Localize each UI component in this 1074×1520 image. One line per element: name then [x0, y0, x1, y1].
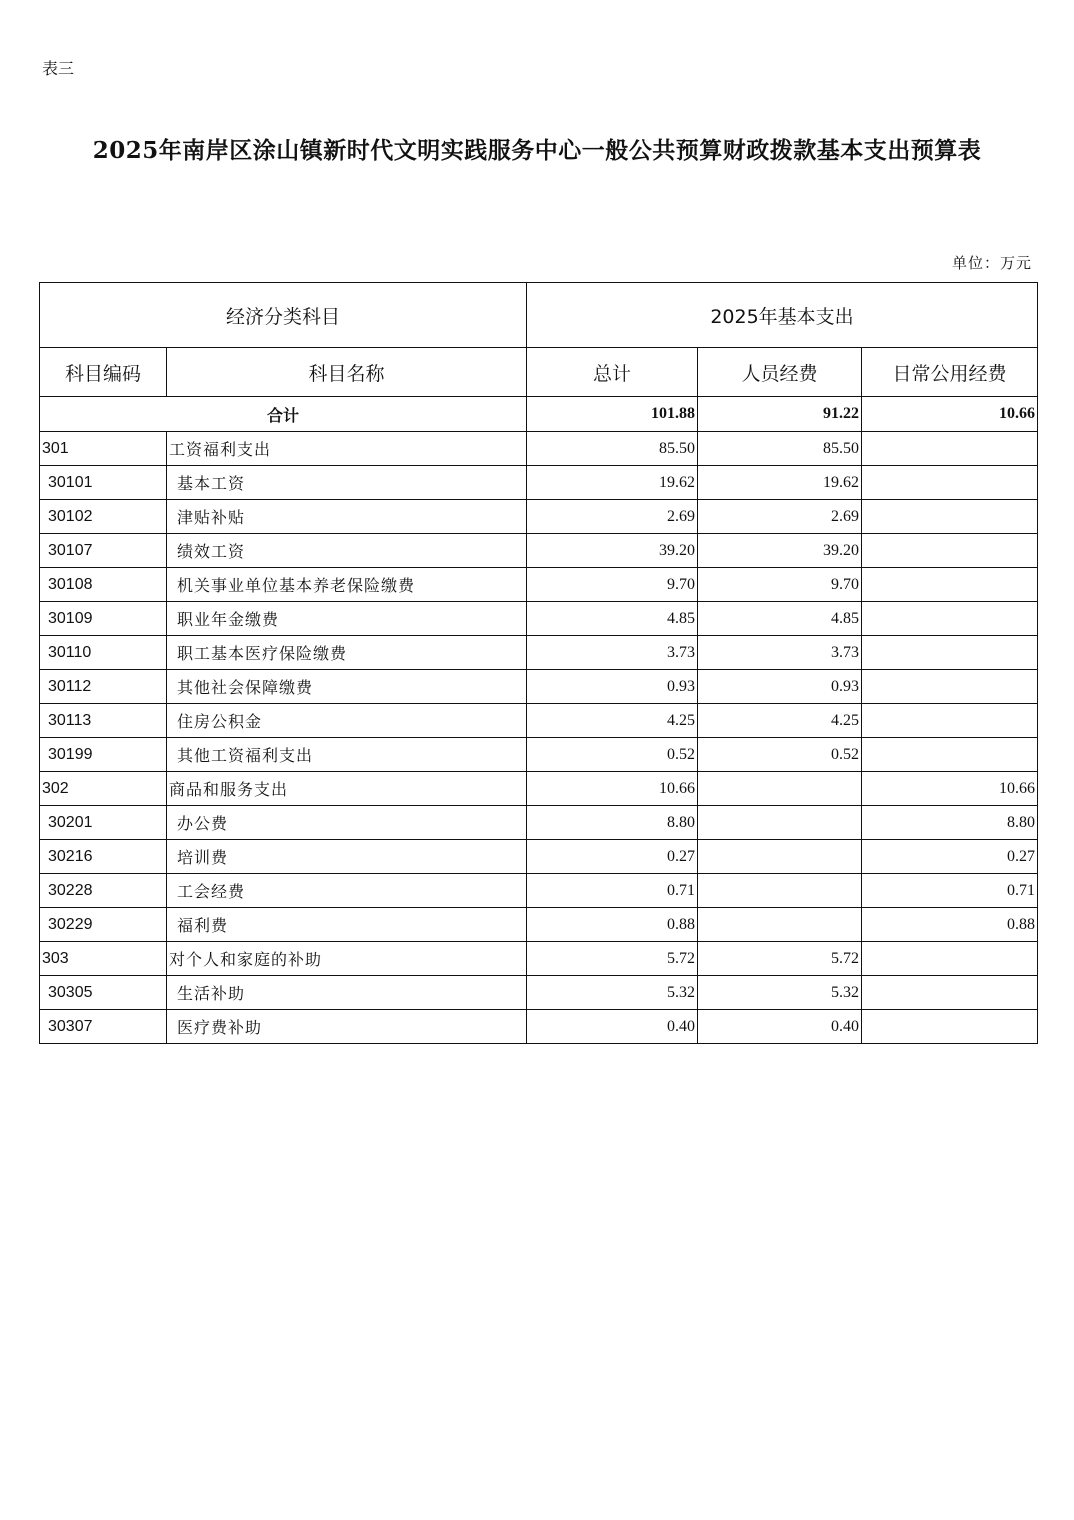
- header-economic-classification: 经济分类科目: [40, 283, 527, 348]
- row-total: 8.80: [527, 806, 698, 840]
- row-code: 30108: [40, 568, 167, 602]
- document-title: 2025年南岸区涂山镇新时代文明实践服务中心一般公共预算财政拨款基本支出预算表: [92, 137, 982, 164]
- row-total: 5.72: [527, 942, 698, 976]
- row-total: 0.93: [527, 670, 698, 704]
- row-code: 30216: [40, 840, 167, 874]
- row-total: 0.71: [527, 874, 698, 908]
- row-personnel: [698, 874, 862, 908]
- row-name: 福利费: [167, 908, 527, 942]
- table-row: [40, 976, 1038, 1010]
- table-row: [40, 636, 1038, 670]
- table-row: [40, 670, 1038, 704]
- row-code: 302: [40, 772, 167, 806]
- total-public: 10.66: [862, 397, 1038, 432]
- table-row: [40, 806, 1038, 840]
- row-total: 4.25: [527, 704, 698, 738]
- row-public: [862, 534, 1038, 568]
- row-personnel: 39.20: [698, 534, 862, 568]
- row-public: [862, 942, 1038, 976]
- row-code: 30228: [40, 874, 167, 908]
- row-code: 30109: [40, 602, 167, 636]
- row-name: 医疗费补助: [167, 1010, 527, 1044]
- row-name: 工会经费: [167, 874, 527, 908]
- table-row: [40, 704, 1038, 738]
- table-row: [40, 432, 1038, 466]
- table-number-label: 表三: [42, 59, 75, 78]
- row-code: 301: [40, 432, 167, 466]
- row-name: 办公费: [167, 806, 527, 840]
- row-public: 0.71: [862, 874, 1038, 908]
- row-name: 住房公积金: [167, 704, 527, 738]
- total-sum: 101.88: [527, 397, 698, 432]
- row-name: 津贴补贴: [167, 500, 527, 534]
- table-row: [40, 534, 1038, 568]
- header-public: 日常公用经费: [862, 348, 1038, 397]
- row-name: 职业年金缴费: [167, 602, 527, 636]
- row-code: 303: [40, 942, 167, 976]
- row-name: 基本工资: [167, 466, 527, 500]
- row-name: 机关事业单位基本养老保险缴费: [167, 568, 527, 602]
- row-code: 30305: [40, 976, 167, 1010]
- row-name: 其他社会保障缴费: [167, 670, 527, 704]
- row-personnel: 19.62: [698, 466, 862, 500]
- header-row-columns: [40, 348, 1038, 397]
- row-total: 4.85: [527, 602, 698, 636]
- header-basic-expenditure: 2025年基本支出: [527, 283, 1038, 348]
- budget-table: [39, 282, 1038, 1044]
- row-public: [862, 602, 1038, 636]
- row-total: 0.27: [527, 840, 698, 874]
- row-public: [862, 636, 1038, 670]
- unit-label: 单位：万元: [951, 254, 1032, 272]
- row-personnel: 0.52: [698, 738, 862, 772]
- table-row: [40, 466, 1038, 500]
- header-total: 总计: [527, 348, 698, 397]
- table-row: [40, 500, 1038, 534]
- row-total: 10.66: [527, 772, 698, 806]
- row-code: 30307: [40, 1010, 167, 1044]
- row-public: [862, 670, 1038, 704]
- row-code: 30110: [40, 636, 167, 670]
- row-total: 0.40: [527, 1010, 698, 1044]
- row-total: 39.20: [527, 534, 698, 568]
- row-personnel: 9.70: [698, 568, 862, 602]
- total-label: 合计: [40, 397, 527, 432]
- table-row: [40, 908, 1038, 942]
- row-public: 10.66: [862, 772, 1038, 806]
- row-name: 其他工资福利支出: [167, 738, 527, 772]
- header-name: 科目名称: [167, 348, 527, 397]
- row-public: [862, 704, 1038, 738]
- table-row: [40, 942, 1038, 976]
- row-personnel: [698, 806, 862, 840]
- row-personnel: 5.32: [698, 976, 862, 1010]
- total-row: [40, 397, 1038, 432]
- row-code: 30113: [40, 704, 167, 738]
- row-name: 职工基本医疗保险缴费: [167, 636, 527, 670]
- row-public: [862, 738, 1038, 772]
- row-public: [862, 466, 1038, 500]
- row-total: 5.32: [527, 976, 698, 1010]
- row-total: 2.69: [527, 500, 698, 534]
- table-row: [40, 738, 1038, 772]
- row-name: 对个人和家庭的补助: [167, 942, 527, 976]
- table-row: [40, 772, 1038, 806]
- row-public: [862, 500, 1038, 534]
- row-public: 0.27: [862, 840, 1038, 874]
- header-code: 科目编码: [40, 348, 167, 397]
- row-public: [862, 976, 1038, 1010]
- header-row-group: [40, 283, 1038, 348]
- row-personnel: [698, 840, 862, 874]
- row-public: [862, 568, 1038, 602]
- row-personnel: 2.69: [698, 500, 862, 534]
- header-personnel: 人员经费: [698, 348, 862, 397]
- row-code: 30107: [40, 534, 167, 568]
- row-code: 30229: [40, 908, 167, 942]
- total-personnel: 91.22: [698, 397, 862, 432]
- row-personnel: 5.72: [698, 942, 862, 976]
- row-public: 8.80: [862, 806, 1038, 840]
- row-personnel: 4.85: [698, 602, 862, 636]
- row-name: 工资福利支出: [167, 432, 527, 466]
- row-name: 商品和服务支出: [167, 772, 527, 806]
- row-personnel: 4.25: [698, 704, 862, 738]
- table-row: [40, 840, 1038, 874]
- row-total: 0.88: [527, 908, 698, 942]
- row-name: 生活补助: [167, 976, 527, 1010]
- row-personnel: 0.40: [698, 1010, 862, 1044]
- row-public: [862, 1010, 1038, 1044]
- table-row: [40, 1010, 1038, 1044]
- row-code: 30102: [40, 500, 167, 534]
- row-personnel: 85.50: [698, 432, 862, 466]
- row-code: 30201: [40, 806, 167, 840]
- row-public: [862, 432, 1038, 466]
- table-row: [40, 568, 1038, 602]
- row-name: 培训费: [167, 840, 527, 874]
- row-total: 0.52: [527, 738, 698, 772]
- row-total: 19.62: [527, 466, 698, 500]
- row-personnel: [698, 908, 862, 942]
- row-code: 30199: [40, 738, 167, 772]
- row-personnel: 0.93: [698, 670, 862, 704]
- row-public: 0.88: [862, 908, 1038, 942]
- row-total: 3.73: [527, 636, 698, 670]
- row-personnel: 3.73: [698, 636, 862, 670]
- table-row: [40, 602, 1038, 636]
- row-name: 绩效工资: [167, 534, 527, 568]
- row-total: 9.70: [527, 568, 698, 602]
- row-personnel: [698, 772, 862, 806]
- row-code: 30101: [40, 466, 167, 500]
- row-total: 85.50: [527, 432, 698, 466]
- table-row: [40, 874, 1038, 908]
- row-code: 30112: [40, 670, 167, 704]
